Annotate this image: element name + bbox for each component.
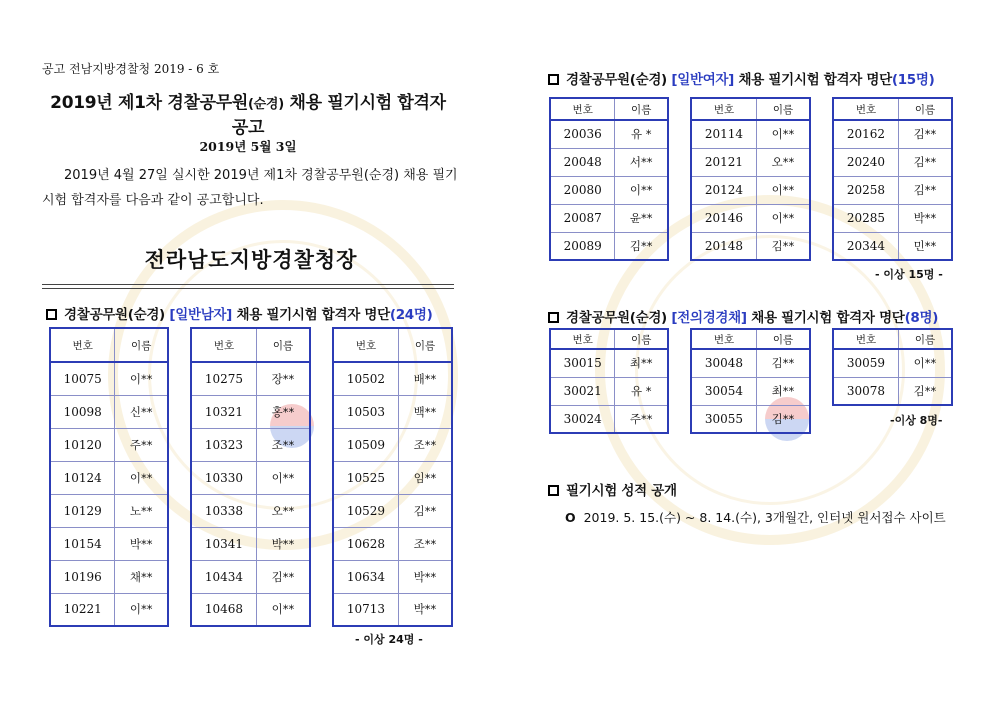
- applicant-name: 주**: [615, 405, 668, 433]
- roster-table: [690, 97, 811, 261]
- table-row: [333, 527, 452, 560]
- column-header-name: 이름: [398, 328, 452, 362]
- checkbox-square-icon: [46, 309, 57, 320]
- table-row: [550, 377, 668, 405]
- bullet-circle-icon: O: [565, 510, 576, 525]
- applicant-name: 이**: [115, 461, 168, 494]
- applicant-name: 박**: [898, 204, 952, 232]
- table-row: [50, 560, 168, 593]
- notice-date: 2019년 5월 3일: [199, 139, 297, 154]
- applicant-name: 이**: [756, 176, 810, 204]
- table-row: [691, 232, 810, 260]
- applicant-number: 10341: [191, 527, 256, 560]
- applicant-number: 30048: [691, 349, 756, 377]
- notice-body: 2019년 4월 27일 실시한 2019년 제1차 경찰공무원(순경) 채용 필기시험 합격자를 다음과 같이 공고합니다.: [42, 168, 458, 208]
- table-row: [550, 120, 668, 148]
- table-row: [550, 405, 668, 433]
- applicant-name: 이**: [898, 349, 952, 377]
- applicant-name: 이**: [256, 593, 310, 626]
- applicant-number: 30055: [691, 405, 756, 433]
- applicant-number: 10129: [50, 494, 115, 527]
- table-row: [833, 204, 952, 232]
- table-row: [50, 461, 168, 494]
- applicant-number: 10338: [191, 494, 256, 527]
- table-header-row: [550, 329, 668, 349]
- applicant-name: 최**: [615, 349, 668, 377]
- column-header-name: 이름: [115, 328, 168, 362]
- column-header-name: 이름: [756, 98, 810, 120]
- checkbox-square-icon: [548, 485, 559, 496]
- table-row: [333, 593, 452, 626]
- table-row: [691, 204, 810, 232]
- table-row: [191, 428, 310, 461]
- roster-table: [332, 327, 453, 627]
- applicant-name: 서**: [615, 148, 668, 176]
- applicant-name: 홍**: [256, 395, 310, 428]
- notice-number: 공고 전남지방경찰청 2019 - 6 호: [42, 62, 220, 76]
- applicant-number: 10434: [191, 560, 256, 593]
- table-row: [550, 232, 668, 260]
- applicant-number: 30015: [550, 349, 615, 377]
- applicant-number: 10275: [191, 362, 256, 395]
- applicant-name: 민**: [898, 232, 952, 260]
- applicant-number: 10634: [333, 560, 398, 593]
- table-row: [333, 395, 452, 428]
- applicant-name: 조**: [256, 428, 310, 461]
- section-heading-female: 경찰공무원(순경) [일반여자] 채용 필기시험 합격자 명단(15명): [548, 68, 935, 88]
- applicant-number: 20146: [691, 204, 756, 232]
- table-row: [691, 176, 810, 204]
- table-row: [50, 494, 168, 527]
- applicant-name: 유 *: [615, 377, 668, 405]
- applicant-number: 20285: [833, 204, 898, 232]
- column-header-number: 번호: [691, 329, 756, 349]
- column-header-name: 이름: [615, 329, 668, 349]
- table-row: [191, 494, 310, 527]
- applicant-number: 20240: [833, 148, 898, 176]
- applicant-number: 10154: [50, 527, 115, 560]
- column-header-number: 번호: [333, 328, 398, 362]
- table-header-row: [50, 328, 168, 362]
- applicant-number: 20089: [550, 232, 615, 260]
- applicant-name: 김**: [898, 176, 952, 204]
- applicant-name: 김**: [398, 494, 452, 527]
- table-header-row: [550, 98, 668, 120]
- applicant-number: 20114: [691, 120, 756, 148]
- applicant-name: 윤**: [615, 204, 668, 232]
- column-header-name: 이름: [756, 329, 810, 349]
- table-row: [191, 593, 310, 626]
- table-row: [50, 395, 168, 428]
- applicant-number: 20121: [691, 148, 756, 176]
- applicant-name: 조**: [398, 428, 452, 461]
- table-row: [833, 176, 952, 204]
- applicant-number: 10221: [50, 593, 115, 626]
- applicant-number: 30054: [691, 377, 756, 405]
- applicant-name: 김**: [615, 232, 668, 260]
- applicant-number: 10321: [191, 395, 256, 428]
- table-header-row: [833, 98, 952, 120]
- table-row: [550, 148, 668, 176]
- column-header-name: 이름: [256, 328, 310, 362]
- column-header-number: 번호: [691, 98, 756, 120]
- applicant-number: 10713: [333, 593, 398, 626]
- table-row: [550, 204, 668, 232]
- applicant-name: 박**: [398, 560, 452, 593]
- column-header-number: 번호: [833, 98, 898, 120]
- applicant-number: 20124: [691, 176, 756, 204]
- section-heading-male: 경찰공무원(순경) [일반남자] 채용 필기시험 합격자 명단(24명): [46, 303, 433, 323]
- table-row: [333, 560, 452, 593]
- applicant-number: 10196: [50, 560, 115, 593]
- table-row: [691, 120, 810, 148]
- applicant-number: 20048: [550, 148, 615, 176]
- applicant-name: 배**: [398, 362, 452, 395]
- table-row: [333, 362, 452, 395]
- table-row: [691, 148, 810, 176]
- applicant-number: 10468: [191, 593, 256, 626]
- roster-table: [49, 327, 169, 627]
- roster-table: [832, 328, 953, 406]
- roster-table: [190, 327, 311, 627]
- table-row: [191, 362, 310, 395]
- roster-table: [832, 97, 953, 261]
- applicant-name: 오**: [256, 494, 310, 527]
- table-row: [50, 362, 168, 395]
- table-row: [191, 395, 310, 428]
- column-header-number: 번호: [550, 329, 615, 349]
- column-header-number: 번호: [50, 328, 115, 362]
- applicant-name: 김**: [898, 148, 952, 176]
- applicant-name: 김**: [898, 377, 952, 405]
- applicant-number: 30021: [550, 377, 615, 405]
- column-header-number: 번호: [191, 328, 256, 362]
- applicant-name: 박**: [256, 527, 310, 560]
- table-header-row: [691, 329, 810, 349]
- applicant-name: 임**: [398, 461, 452, 494]
- table-row: [833, 349, 952, 377]
- applicant-number: 10502: [333, 362, 398, 395]
- applicant-number: 20036: [550, 120, 615, 148]
- roster-table: [549, 97, 669, 261]
- score-disclosure-line: O 2019. 5. 15.(수) ~ 8. 14.(수), 3개월간, 인터넷 원서접수 사이트: [565, 510, 946, 525]
- column-header-number: 번호: [833, 329, 898, 349]
- applicant-number: 10525: [333, 461, 398, 494]
- applicant-name: 이**: [256, 461, 310, 494]
- applicant-number: 10124: [50, 461, 115, 494]
- table-row: [50, 527, 168, 560]
- total-female: - 이상 15명 -: [875, 268, 943, 281]
- column-header-number: 번호: [550, 98, 615, 120]
- column-header-name: 이름: [898, 329, 952, 349]
- applicant-name: 이**: [115, 593, 168, 626]
- applicant-name: 박**: [398, 593, 452, 626]
- applicant-name: 이**: [615, 176, 668, 204]
- section-heading-veteran: 경찰공무원(순경) [전의경경채] 채용 필기시험 합격자 명단(8명): [548, 306, 938, 326]
- table-row: [833, 377, 952, 405]
- checkbox-square-icon: [548, 312, 559, 323]
- applicant-number: 10075: [50, 362, 115, 395]
- applicant-number: 20087: [550, 204, 615, 232]
- applicant-name: 노**: [115, 494, 168, 527]
- table-row: [50, 428, 168, 461]
- applicant-number: 20080: [550, 176, 615, 204]
- table-row: [691, 405, 810, 433]
- applicant-name: 김**: [756, 405, 810, 433]
- table-header-row: [691, 98, 810, 120]
- double-rule-divider: [42, 284, 454, 289]
- table-row: [691, 377, 810, 405]
- applicant-name: 이**: [756, 204, 810, 232]
- table-header-row: [191, 328, 310, 362]
- applicant-name: 이**: [756, 120, 810, 148]
- applicant-name: 김**: [256, 560, 310, 593]
- applicant-name: 김**: [898, 120, 952, 148]
- column-header-name: 이름: [615, 98, 668, 120]
- total-veteran: -이상 8명-: [890, 414, 943, 427]
- table-row: [550, 349, 668, 377]
- table-row: [833, 148, 952, 176]
- table-row: [191, 461, 310, 494]
- applicant-number: 10628: [333, 527, 398, 560]
- roster-table: [690, 328, 811, 434]
- applicant-name: 신**: [115, 395, 168, 428]
- table-row: [691, 349, 810, 377]
- applicant-name: 김**: [756, 232, 810, 260]
- table-row: [333, 494, 452, 527]
- issuer-name: 전라남도지방경찰청장: [144, 247, 358, 272]
- table-row: [833, 232, 952, 260]
- table-row: [833, 120, 952, 148]
- applicant-number: 10529: [333, 494, 398, 527]
- applicant-number: 30078: [833, 377, 898, 405]
- applicant-number: 20344: [833, 232, 898, 260]
- applicant-name: 이**: [115, 362, 168, 395]
- table-row: [333, 428, 452, 461]
- applicant-name: 최**: [756, 377, 810, 405]
- applicant-name: 조**: [398, 527, 452, 560]
- score-heading: 필기시험 성적 공개: [548, 479, 677, 499]
- applicant-name: 유 *: [615, 120, 668, 148]
- applicant-number: 20162: [833, 120, 898, 148]
- applicant-number: 30024: [550, 405, 615, 433]
- table-header-row: [333, 328, 452, 362]
- table-row: [550, 176, 668, 204]
- applicant-name: 오**: [756, 148, 810, 176]
- applicant-number: 10509: [333, 428, 398, 461]
- applicant-name: 주**: [115, 428, 168, 461]
- applicant-name: 장**: [256, 362, 310, 395]
- table-row: [191, 527, 310, 560]
- applicant-number: 30059: [833, 349, 898, 377]
- applicant-name: 채**: [115, 560, 168, 593]
- applicant-number: 10323: [191, 428, 256, 461]
- applicant-number: 10503: [333, 395, 398, 428]
- applicant-number: 20258: [833, 176, 898, 204]
- applicant-name: 박**: [115, 527, 168, 560]
- checkbox-square-icon: [548, 74, 559, 85]
- total-male: - 이상 24명 -: [355, 633, 423, 646]
- applicant-name: 백**: [398, 395, 452, 428]
- applicant-number: 10098: [50, 395, 115, 428]
- table-header-row: [833, 329, 952, 349]
- table-row: [50, 593, 168, 626]
- applicant-name: 김**: [756, 349, 810, 377]
- column-header-name: 이름: [898, 98, 952, 120]
- applicant-number: 10120: [50, 428, 115, 461]
- table-row: [191, 560, 310, 593]
- table-row: [333, 461, 452, 494]
- roster-table: [549, 328, 669, 434]
- document-title: 2019년 제1차 경찰공무원(순경) 채용 필기시험 합격자 공고: [50, 93, 446, 138]
- applicant-number: 20148: [691, 232, 756, 260]
- applicant-number: 10330: [191, 461, 256, 494]
